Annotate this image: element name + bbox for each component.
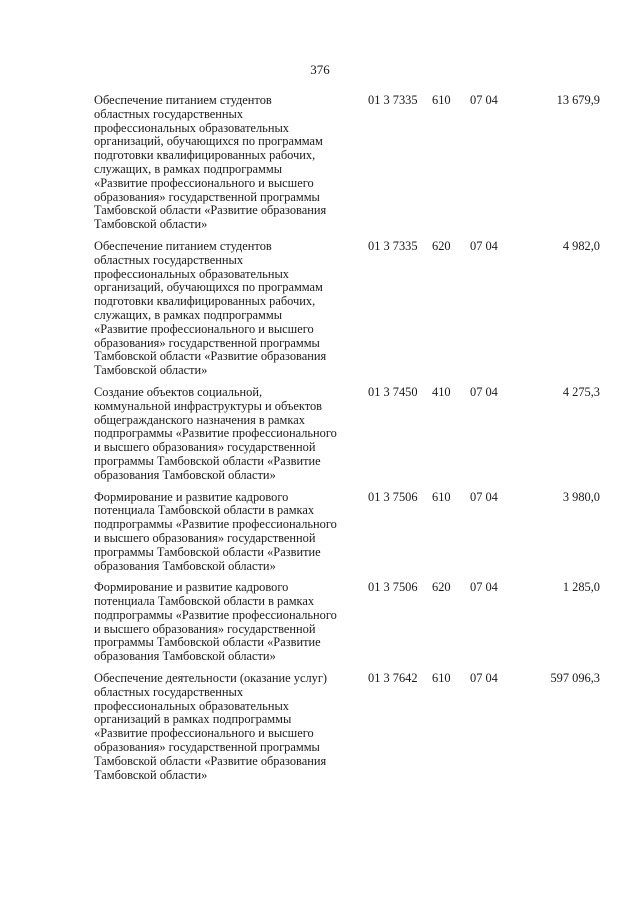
description-line: подготовки квалифицированных рабочих, [94,294,316,309]
amount: 597 096,3 [550,671,600,686]
description-line: Обеспечение питанием студентов [94,238,272,253]
description-line: общегражданского назначения в рамках [94,412,305,427]
description-line: Формирование и развитие кадрового [94,580,289,595]
description-line: областных государственных [94,106,244,121]
description-line: подпрограммы «Развитие профессионального [94,426,337,441]
expense-type-code: 410 [432,384,451,399]
description-line: Обеспечение питанием студентов [94,93,272,107]
description-line: подпрограммы «Развитие профессионального [94,607,337,622]
description-line: и высшего образования» государственной [94,530,316,545]
description-line: профессиональных образовательных [94,266,289,281]
amount: 1 285,0 [562,580,600,595]
description-line: Тамбовской области «Развитие образования [94,753,327,768]
row-description [94,491,356,574]
target-article-code: 01 3 7450 [368,384,418,399]
section-code: 07 04 [470,93,498,107]
row-description [94,581,356,664]
table-row [0,672,640,782]
description-line: Тамбовской области «Развитие образования [94,349,327,364]
description-line: и высшего образования» государственной [94,440,316,455]
description-line: Тамбовской области» [94,767,208,782]
amount: 4 982,0 [562,238,600,253]
description-line: образования» государственной программы [94,335,320,350]
section-code: 07 04 [470,671,498,686]
target-article-code: 01 3 7506 [368,580,418,595]
expense-type-code: 610 [432,671,451,686]
description-line: потенциала Тамбовской области в рамках [94,594,315,609]
section-code: 07 04 [470,580,498,595]
target-article-code: 01 3 7506 [368,489,418,504]
section-code: 07 04 [470,238,498,253]
table-row [0,94,640,232]
section-code: 07 04 [470,384,498,399]
description-line: программы Тамбовской области «Развитие [94,635,321,650]
row-description [94,94,356,232]
description-line: организаций, обучающихся по программам [94,134,323,149]
description-line: подготовки квалифицированных рабочих, [94,148,316,163]
description-line: образования» государственной программы [94,740,320,755]
description-line: и высшего образования» государственной [94,621,316,636]
description-line: образования Тамбовской области» [94,558,276,573]
description-line: профессиональных образовательных [94,698,289,713]
description-line: служащих, в рамках подпрограммы [94,307,283,322]
description-line: программы Тамбовской области «Развитие [94,453,321,468]
target-article-code: 01 3 7335 [368,93,418,107]
description-line: Формирование и развитие кадрового [94,489,289,504]
description-line: подпрограммы «Развитие профессионального [94,517,337,532]
description-line: областных государственных [94,252,244,267]
expense-type-code: 620 [432,580,451,595]
table-row [0,581,640,664]
description-line: «Развитие профессионального и высшего [94,321,314,336]
description-line: коммунальной инфраструктуры и объектов [94,398,323,413]
description-line: «Развитие профессионального и высшего [94,175,314,190]
description-line: Обеспечение деятельности (оказание услуг) [94,671,328,686]
description-line: организаций, обучающихся по программам [94,280,323,295]
table-row [0,491,640,574]
amount: 4 275,3 [562,384,600,399]
target-article-code: 01 3 7642 [368,671,418,686]
table-row [0,386,640,483]
description-line: программы Тамбовской области «Развитие [94,544,321,559]
description-line: образования» государственной программы [94,189,320,204]
row-description [94,240,356,378]
description-line: Тамбовской области» [94,363,208,378]
description-line: «Развитие профессионального и высшего [94,726,314,741]
expense-type-code: 610 [432,93,451,107]
description-line: профессиональных образовательных [94,120,289,135]
description-line: Тамбовской области» [94,217,208,232]
description-line: областных государственных [94,684,244,699]
description-line: образования Тамбовской области» [94,649,276,664]
amount: 13 679,9 [556,93,600,107]
description-line: Тамбовской области «Развитие образования [94,203,327,218]
description-line: служащих, в рамках подпрограммы [94,161,283,176]
target-article-code: 01 3 7335 [368,238,418,253]
amount: 3 980,0 [562,489,600,504]
description-line: организаций в рамках подпрограммы [94,712,292,727]
expense-type-code: 620 [432,238,451,253]
row-description [94,672,356,782]
description-line: потенциала Тамбовской области в рамках [94,503,315,518]
table-row [0,240,640,378]
budget-table [0,94,640,790]
row-description [94,386,356,483]
description-line: образования Тамбовской области» [94,467,276,482]
section-code: 07 04 [470,489,498,504]
expense-type-code: 610 [432,489,451,504]
description-line: Создание объектов социальной, [94,384,263,399]
page-number: 376 [310,62,330,77]
